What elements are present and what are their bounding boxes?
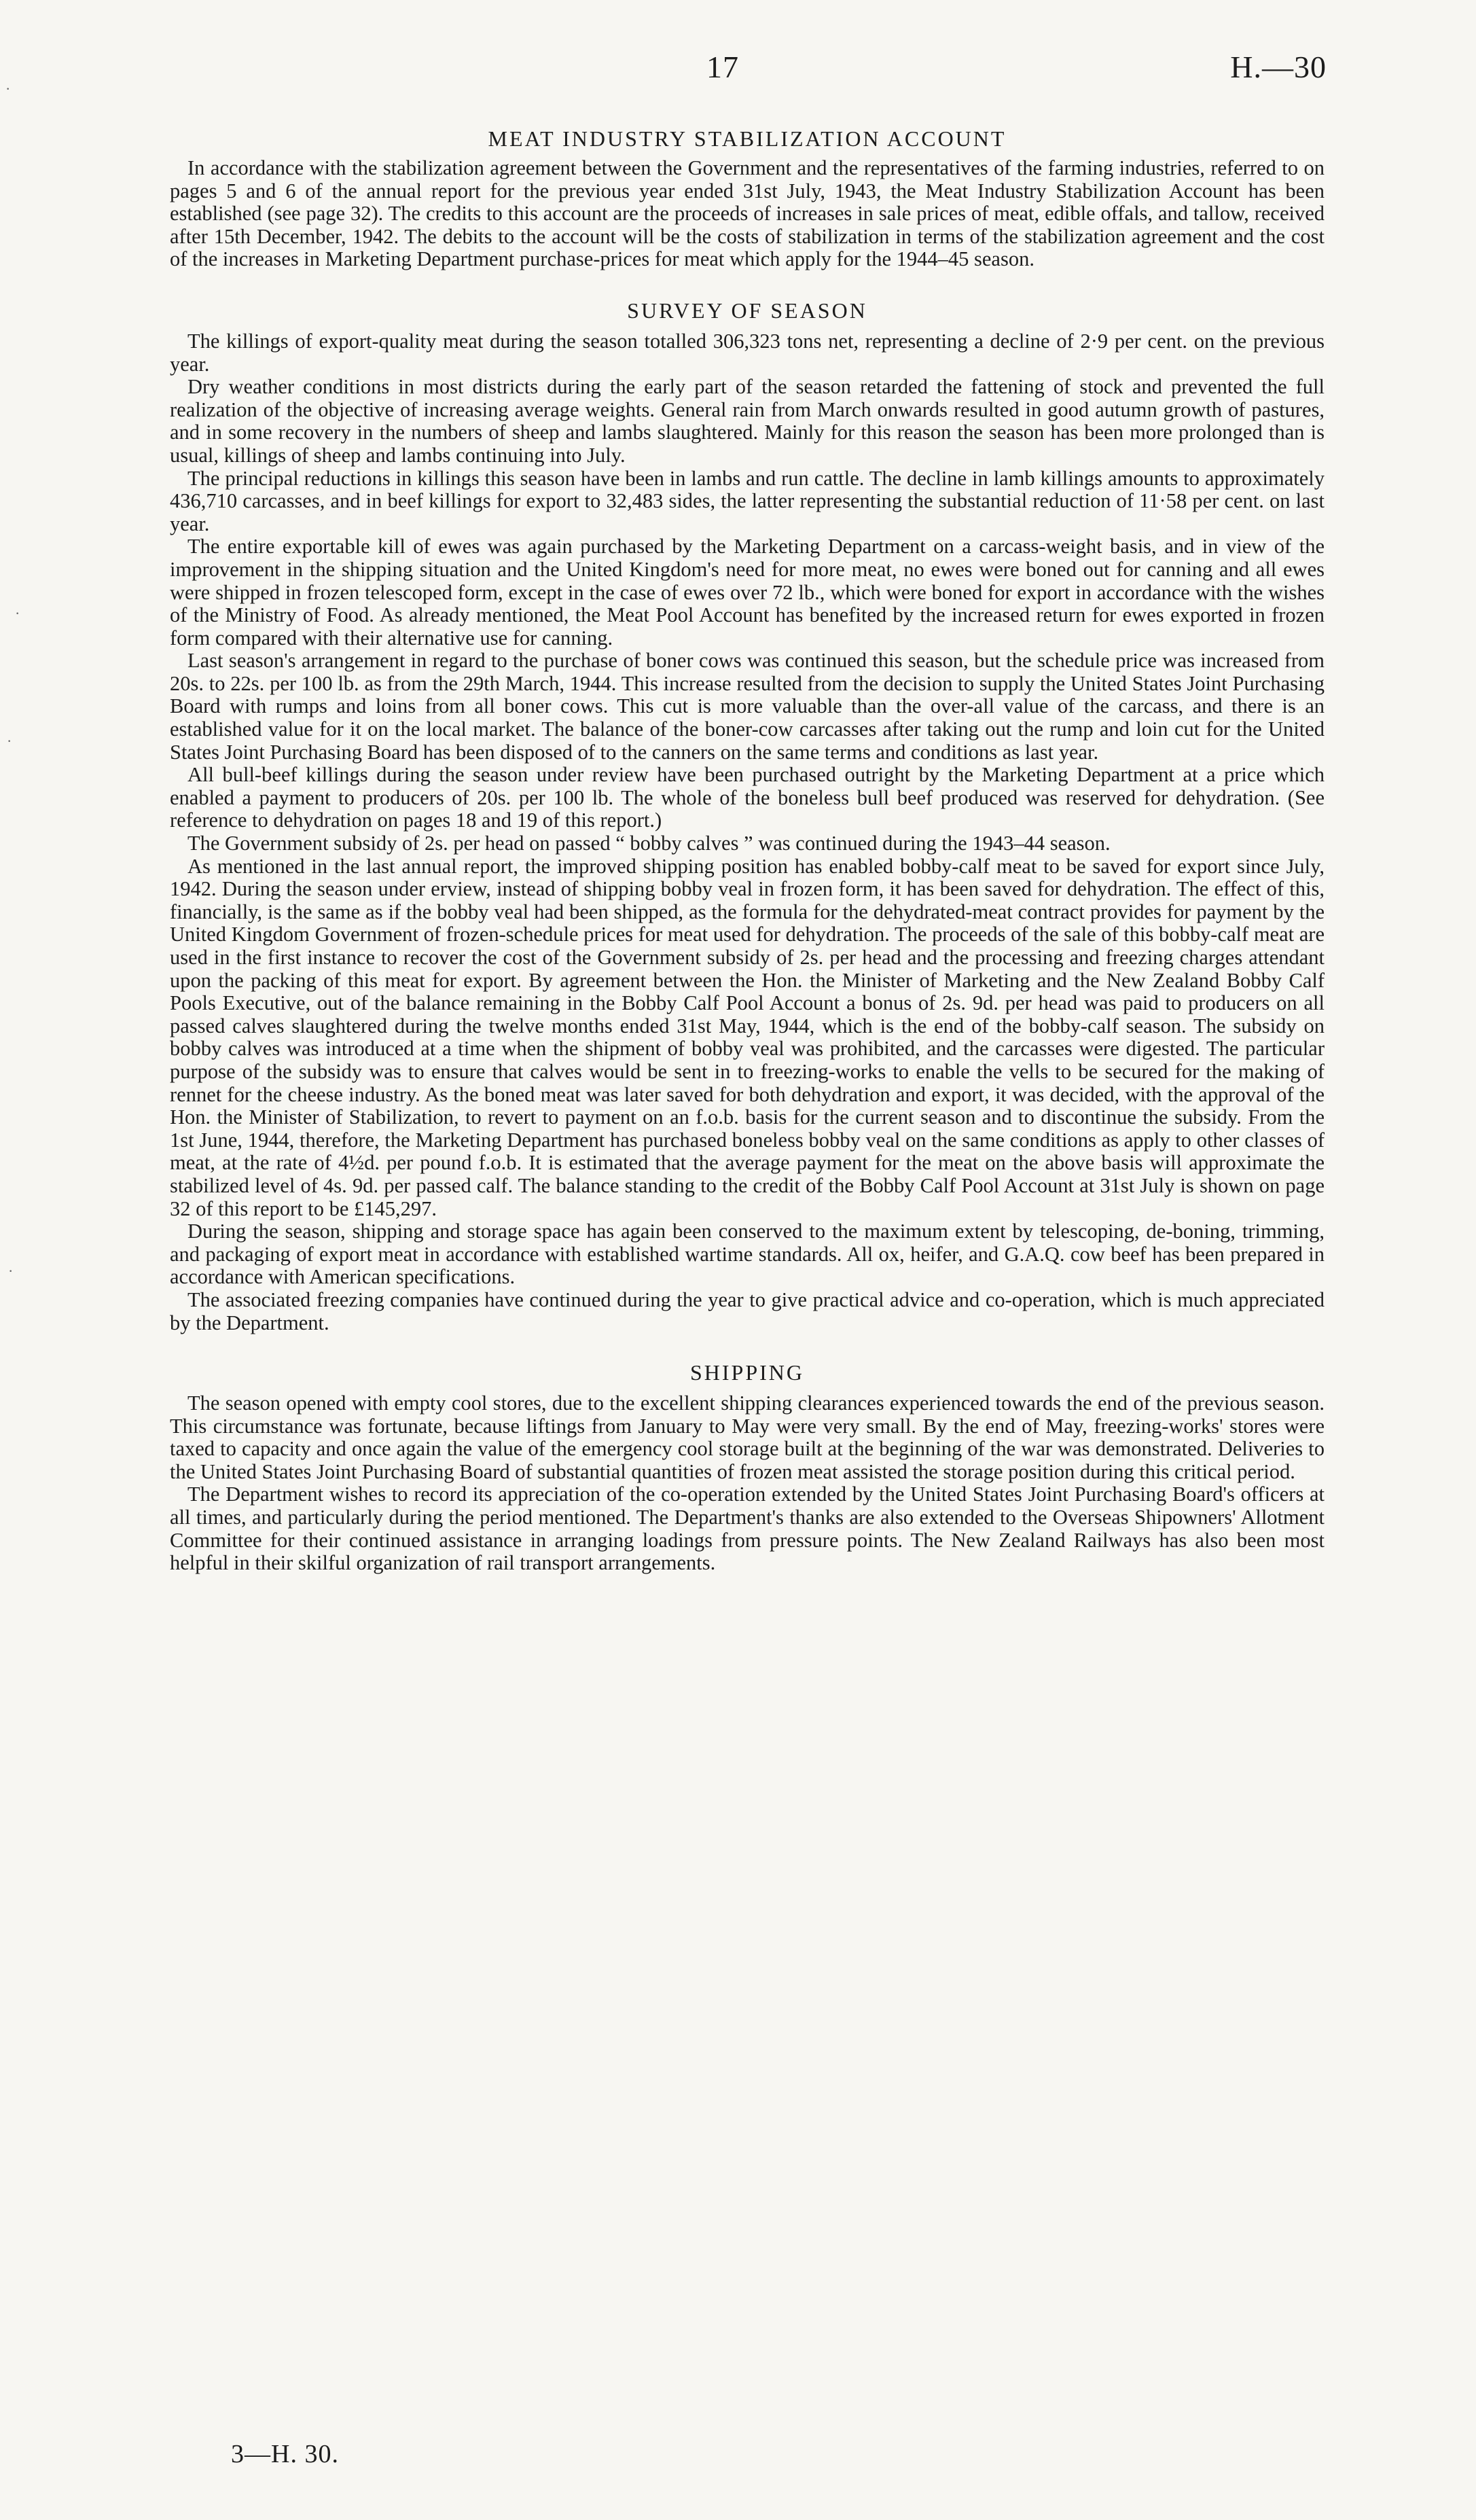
paragraph: During the season, shipping and storage space has again been conserved to the maximum extent by telescoping, de-boning, trimming, and packaging of export meat in accordance with established wartime standards. All ox, heifer, and G.A.Q. cow beef has been prepared in accordance with American specifications.	[170, 1220, 1325, 1289]
paragraph: The killings of export-quality meat during the season totalled 306,323 tons net, representing a decline of 2·9 per cent. on the previous year.	[170, 329, 1325, 376]
page-number: 17	[706, 50, 739, 84]
paragraph: The entire exportable kill of ewes was again purchased by the Marketing Department on a carcass-weight basis, and in view of the improvement in the shipping situation and the United Kingdom's need for more meat, no ewes were boned out for canning and all ewes were shipped in frozen telescoped form, except in the case of ewes over 72 lb., which were boned for export in accordance with the wishes of the Ministry of Food. As already mentioned, the Meat Pool Account has benefited by the increased return for ewes exported in frozen form compared with their alternative use for canning.	[170, 535, 1325, 650]
paragraph: The principal reductions in killings this season have been in lambs and run cattle. The decline in lamb killings amounts to approximately 436,710 carcasses, and in beef killings for export to 32,483 sides, the latter representing the substantial reduction of 11·58 per cent. on last year.	[170, 466, 1325, 535]
section-shipping	[170, 1360, 1325, 1575]
section-heading: SHIPPING	[689, 1360, 805, 1385]
paragraph: The associated freezing companies have continued during the year to give practical advice and co-operation, which is much appreciated by the Department.	[170, 1288, 1325, 1334]
paragraph: In accordance with the stabilization agreement between the Government and the representatives of the farming industries, referred to on pages 5 and 6 of the annual report for the previous year ended 31st July, 1943, the Meat Industry Stabilization Account has been established (see page 32). The credits to this account are the proceeds of increases in sale prices of meat, edible offals, and tallow, received after 15th December, 1942. The debits to the account will be the costs of stabilization in terms of the stabilization agreement and the cost of the increases in Marketing Department purchase-prices for meat which apply for the 1944–45 season.	[170, 156, 1325, 271]
footer-signature: 3—H. 30.	[231, 2440, 339, 2468]
paragraph: As mentioned in the last annual report, the improved shipping position has enabled bobby-calf meat to be saved for export since July, 1942. During the season under erview, instead of shipping bobby veal in frozen form, it has been saved for dehydration. The effect of this, financially, is the same as if the bobby veal had been shipped, as the formula for the dehydrated-meat contract provides for payment by the United Kingdom Government of frozen-schedule prices for meat used for dehydration. The proceeds of the sale of this bobby-calf meat are used in the first instance to recover the cost of the Government subsidy of 2s. per head and the processing and freezing charges attendant upon the packing of this meat for export. By agreement between the Hon. the Minister of Marketing and the New Zealand Bobby Calf Pools Executive, out of the balance remaining in the Bobby Calf Pool Account a bonus of 2s. 9d. per head was paid to producers on all passed calves slaughtered during the twelve months ended 31st May, 1944, which is the end of the bobby-calf season. The subsidy on bobby calves was introduced at a time when the shipment of bobby veal was prohibited, and the carcasses were digested. The particular purpose of the subsidy was to ensure that calves would be sent in to freezing-works to enable the vells to be secured for the making of rennet for the cheese industry. As the boned meat was later saved for both dehydration and export, it was decided, with the approval of the Hon. the Minister of Stabilization, to revert to payment on an f.o.b. basis for the current season and to discontinue the subsidy. From the 1st June, 1944, therefore, the Marketing Department has purchased boneless bobby veal on the same conditions as apply to other classes of meat, at the rate of 4½d. per pound f.o.b. It is estimated that the average payment for the meat on the above basis will approximate the stabilized level of 4s. 9d. per passed calf. The balance standing to the credit of the Bobby Calf Pool Account at 31st July is shown on page 32 of this report to be £145,297.	[170, 854, 1325, 1220]
paragraph: The season opened with empty cool stores, due to the excellent shipping clearances experienced towards the end of the previous season. This circumstance was fortunate, because liftings from January to May were very small. By the end of May, freezing-works' stores were taxed to capacity and once again the value of the emergency cool storage built at the beginning of the war was demonstrated. Deliveries to the United States Joint Purchasing Board of substantial quantities of frozen meat assisted the storage position during this critical period.	[170, 1391, 1325, 1483]
paragraph: The Government subsidy of 2s. per head on passed “ bobby calves ” was continued during the 1943–44 season.	[187, 832, 1111, 855]
paragraph: The Department wishes to record its appreciation of the co-operation extended by the United States Joint Purchasing Board's officers at all times, and particularly during the period mentioned. The Department's thanks are also extended to the Overseas Shipowners' Allotment Committee for their continued assistance in arranging loadings from pressure points. The New Zealand Railways has also been most helpful in their skilful organization of rail transport arrangements.	[170, 1483, 1325, 1575]
report-body	[170, 122, 1325, 1575]
margin-speck: ·	[5, 80, 11, 97]
section-heading: SURVEY OF SEASON	[627, 298, 867, 323]
margin-speck: ·	[15, 605, 20, 622]
section-survey-of-season	[170, 298, 1325, 1334]
section-meat-industry-stabilization	[170, 126, 1325, 271]
document-reference: H.—30	[1230, 50, 1327, 84]
paragraph: Last season's arrangement in regard to the purchase of boner cows was continued this season, but the schedule price was increased from 20s. to 22s. per 100 lb. as from the 29th March, 1944. This increase resulted from the decision to supply the United States Joint Purchasing Board with rumps and loins from all boner cows. This cut is more valuable than the over-all value of the carcass, and there is an established value for it on the local market. The balance of the boner-cow carcasses after taking out the rump and loin cut for the United States Joint Purchasing Board has been disposed of to the canners on the same terms and conditions as last year.	[170, 649, 1325, 764]
section-heading: MEAT INDUSTRY STABILIZATION ACCOUNT	[488, 126, 1007, 151]
paragraph: Dry weather conditions in most districts during the early part of the season retarded the fattening of stock and prevented the full realization of the objective of increasing average weights. General rain from March onwards resulted in good autumn growth of pastures, and in some recovery in the numbers of sheep and lambs slaughtered. Mainly for this reason the season has been more prolonged than is usual, killings of sheep and lambs continuing into July.	[170, 375, 1325, 467]
margin-speck: ·	[7, 732, 12, 749]
paragraph: All bull-beef killings during the season under review have been purchased outright by the Marketing Department at a price which enabled a payment to producers of 20s. per 100 lb. The whole of the boneless bull beef produced was reserved for dehydration. (See reference to dehydration on pages 18 and 19 of this report.)	[170, 763, 1325, 832]
margin-speck: ·	[8, 1262, 14, 1279]
